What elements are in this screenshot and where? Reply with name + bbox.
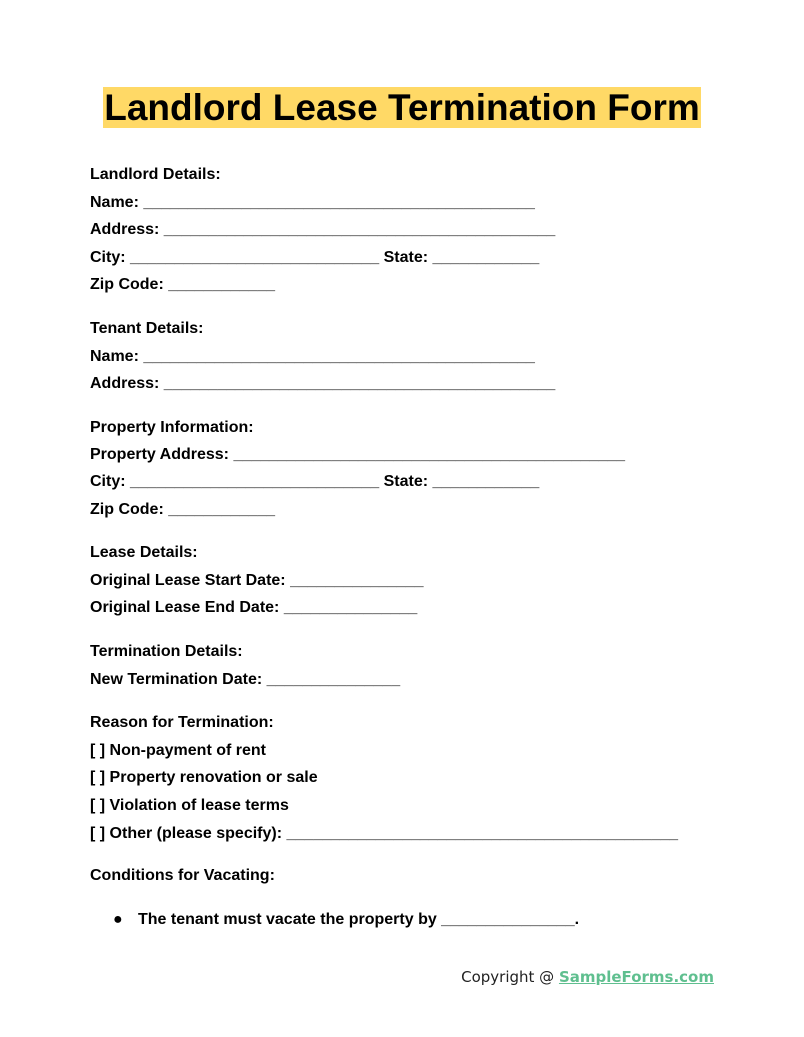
landlord-zip-field: Zip Code: ____________ [90,276,275,293]
landlord-name-field: Name: ____________________________________________ [90,194,535,211]
property-city-state-field: City: ____________________________ State: ____________ [90,473,540,490]
bullet-icon: ● [113,911,123,928]
conditions-item-text: The tenant must vacate the property by _______________. [138,911,580,928]
page-title: Landlord Lease Termination Form [104,87,700,128]
property-zip-field: Zip Code: ____________ [90,501,275,518]
landlord-heading: Landlord Details: [90,166,221,183]
lease-start-field: Original Lease Start Date: _______________ [90,572,424,589]
conditions-heading: Conditions for Vacating: [90,867,275,884]
reason-heading: Reason for Termination: [90,714,274,731]
tenant-address-field: Address: ____________________________________________ [90,375,556,392]
reason-option-renovation: [ ] Property renovation or sale [90,769,318,786]
brand-link[interactable]: SampleForms.com [558,968,714,986]
copyright-prefix: Copyright @ [461,968,559,986]
tenant-heading: Tenant Details: [90,320,204,337]
property-heading: Property Information: [90,419,254,436]
reason-option-other: [ ] Other (please specify): ____________________________________________ [90,825,679,842]
reason-option-violation: [ ] Violation of lease terms [90,797,289,814]
lease-heading: Lease Details: [90,544,198,561]
footer-copyright [461,967,714,987]
conditions-list-item [113,910,579,930]
termination-heading: Termination Details: [90,643,243,660]
landlord-address-field: Address: ____________________________________________ [90,221,556,238]
title-container [0,87,804,128]
property-address-field: Property Address: ____________________________________________ [90,446,625,463]
lease-end-field: Original Lease End Date: _______________ [90,599,418,616]
landlord-city-state-field: City: ____________________________ State: ____________ [90,249,540,266]
tenant-name-field: Name: ____________________________________________ [90,348,535,365]
reason-option-nonpayment: [ ] Non-payment of rent [90,742,266,759]
termination-date-field: New Termination Date: _______________ [90,671,401,688]
